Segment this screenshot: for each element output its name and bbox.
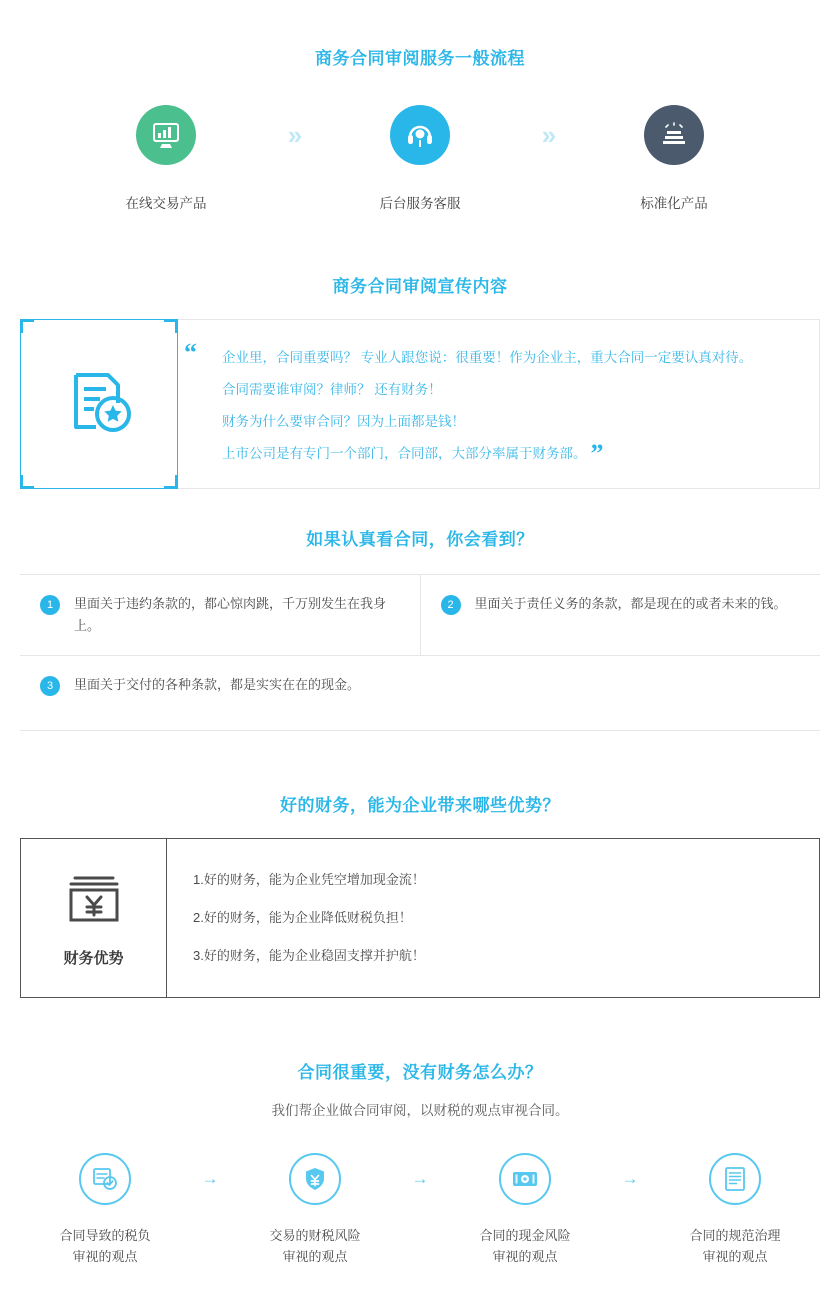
flow-step-3 (579, 105, 769, 212)
flow-step-3-label: 标准化产品 (640, 196, 708, 211)
advantage-line-2: 2.好的财务，能为企业降低财税负担！ (193, 910, 412, 925)
flow-diagram (0, 105, 840, 212)
readlist-item-2 (420, 575, 821, 655)
readlist-text-3: 里面关于交付的各种条款，都是实实在在的现金。 (74, 677, 361, 692)
tax-seal-icon (79, 1153, 131, 1205)
view-label-3 (446, 1225, 604, 1267)
readlist-badge-3: 3 (40, 676, 60, 696)
view-label-4-line2: 审视的观点 (702, 1249, 768, 1264)
document-rules-icon (709, 1153, 761, 1205)
advantage-line-1: 1.好的财务，能为企业凭空增加现金流！ (193, 872, 425, 887)
advantage-line-3: 3.好的财务，能为企业稳固支撑并护航！ (193, 948, 425, 963)
headset-support-icon (390, 105, 450, 165)
view-item-4 (656, 1153, 814, 1267)
flow-arrow-2: » (541, 120, 553, 150)
advantage-box (20, 838, 820, 998)
quote-close-mark: ” (590, 439, 604, 468)
readlist-badge-1: 1 (40, 595, 60, 615)
view-arrow-2: → (411, 1169, 429, 1188)
readlist-row-1 (20, 575, 820, 655)
advantage-icon-panel (21, 839, 167, 997)
readlist-badge-2: 2 (441, 595, 461, 615)
readlist-item-3 (20, 656, 820, 730)
promo-line-4: 上市公司是有专门一个部门，合同部，大部分率属于财务部。 (222, 446, 587, 461)
view-label-1-line1: 合同导致的税负 (59, 1228, 151, 1243)
contract-star-icon (60, 363, 138, 446)
promo-text-panel (178, 320, 819, 488)
views-section-title: 合同很重要，没有财务怎么办？ (297, 1063, 543, 1082)
flow-step-1 (71, 105, 261, 212)
yuan-money-icon (61, 868, 127, 935)
promo-line-1: 企业里，合同重要吗？ 专业人跟您说：很重要！作为企业主，重大合同一定要认真对待。 (222, 350, 753, 365)
quote-open-mark: “ (184, 338, 197, 367)
advantage-box-label: 财务优势 (63, 950, 124, 967)
chart-monitor-icon (136, 105, 196, 165)
promo-line-2: 合同需要谁审阅？律师？ 还有财务！ (222, 382, 442, 397)
view-arrow-3: → (621, 1169, 639, 1188)
readlist-section-title: 如果认真看合同，你会看到？ (306, 530, 534, 549)
flow-arrow-1: » (287, 120, 299, 150)
view-label-2-line2: 审视的观点 (282, 1249, 348, 1264)
advantage-section-title: 好的财务，能为企业带来哪些优势？ (280, 796, 560, 815)
promo-icon-panel (20, 319, 178, 489)
view-arrow-1: → (201, 1169, 219, 1188)
readlist-text-2: 里面关于责任义务的条款，都是现在的或者未来的钱。 (474, 596, 787, 611)
views-section-desc: 我们帮企业做合同审阅，以财税的观点审视合同。 (271, 1103, 569, 1118)
cash-note-icon (499, 1153, 551, 1205)
readlist-item-1 (20, 575, 420, 655)
promo-line-3: 财务为什么要审合同？因为上面都是钱！ (222, 414, 465, 429)
readlist-table (20, 574, 820, 731)
view-label-3-line2: 审视的观点 (492, 1249, 558, 1264)
readlist-text-1: 里面关于违约条款的，都心惊肉跳，千万别发生在我身上。 (74, 596, 387, 633)
view-label-4 (656, 1225, 814, 1267)
view-label-1 (26, 1225, 184, 1267)
view-label-2 (236, 1225, 394, 1267)
view-label-1-line2: 审视的观点 (72, 1249, 138, 1264)
flow-section-title: 商务合同审阅服务一般流程 (315, 49, 525, 68)
view-item-1 (26, 1153, 184, 1267)
view-label-3-line1: 合同的现金风险 (479, 1228, 571, 1243)
promo-section-title: 商务合同审阅宣传内容 (332, 277, 508, 296)
shield-yuan-icon (289, 1153, 341, 1205)
views-row (0, 1153, 840, 1267)
readlist-row-2 (20, 655, 820, 730)
advantage-text-panel (167, 839, 819, 997)
promo-quote-box (20, 319, 820, 489)
view-label-2-line1: 交易的财税风险 (269, 1228, 361, 1243)
flow-step-2-label: 后台服务客服 (379, 196, 461, 211)
flow-step-1-label: 在线交易产品 (125, 196, 207, 211)
flow-step-2 (325, 105, 515, 212)
promo-line-4-wrap (200, 438, 791, 470)
view-item-2 (236, 1153, 394, 1267)
view-label-4-line1: 合同的规范治理 (689, 1228, 781, 1243)
standard-layers-icon (644, 105, 704, 165)
view-item-3 (446, 1153, 604, 1267)
